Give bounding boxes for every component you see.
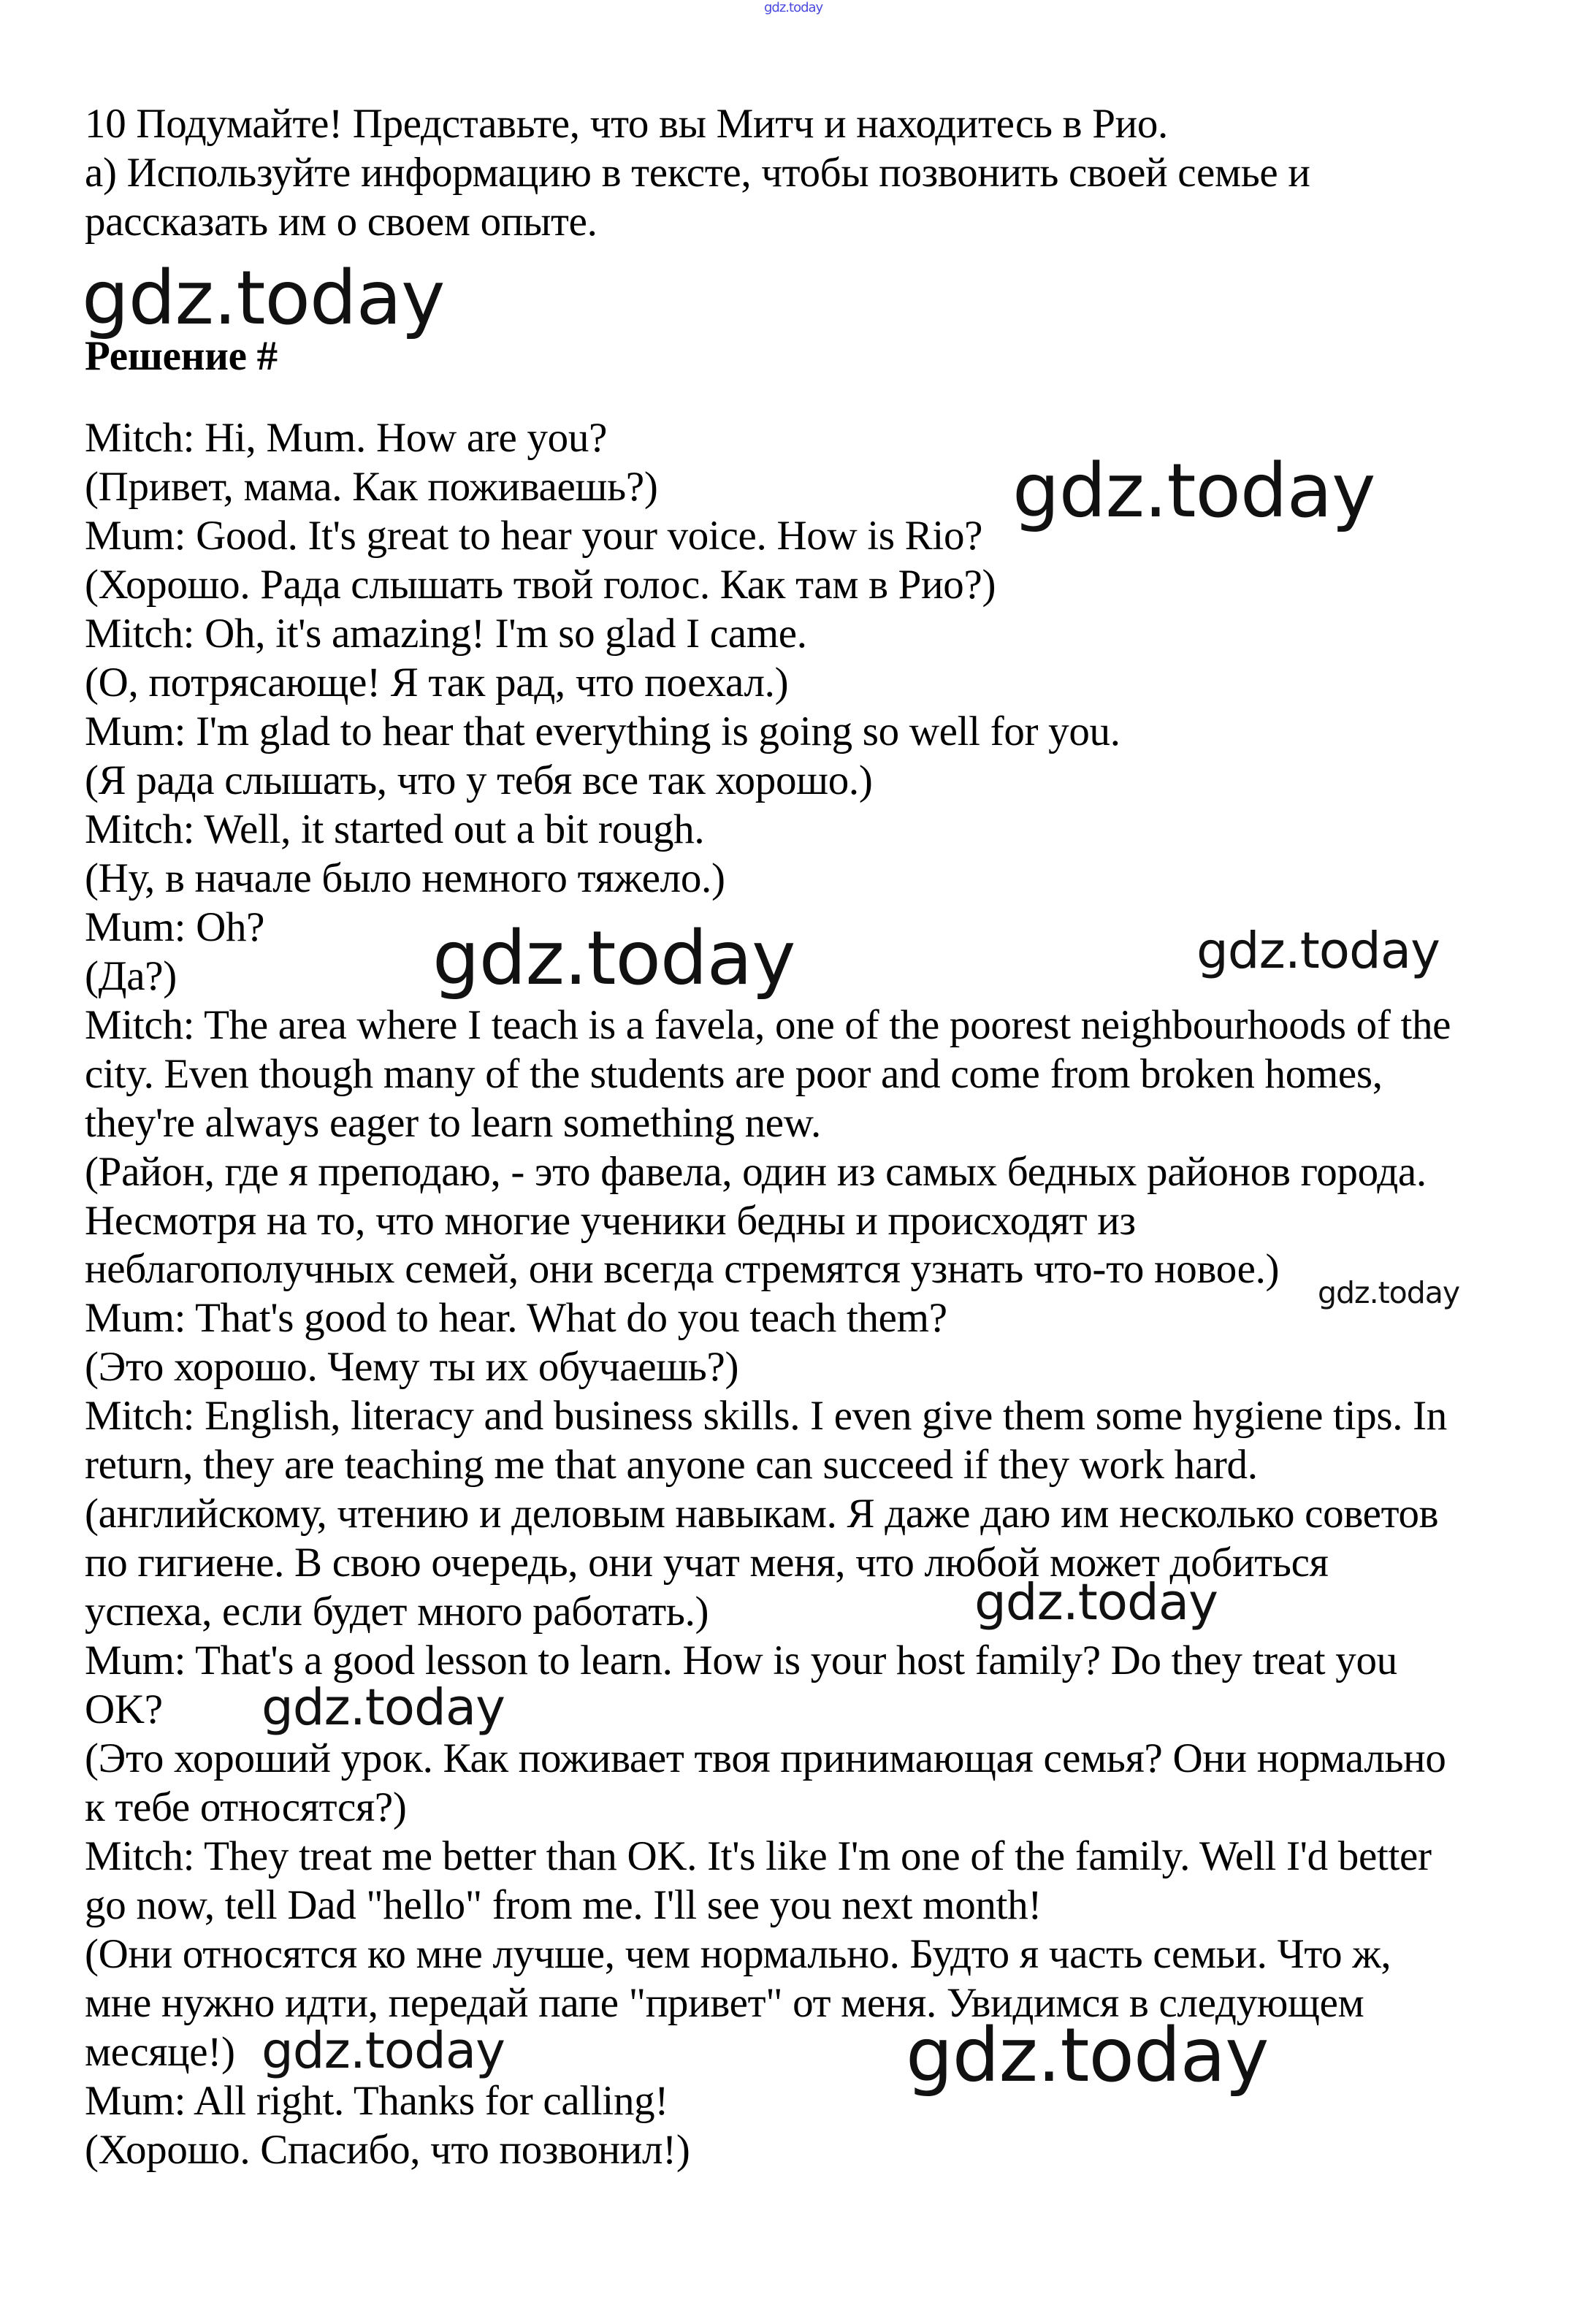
dialogue-line: по гигиене. В свою очередь, они учат меня, что любой может добиться [85, 1540, 1329, 1586]
translation-line: (Ну, в начале было немного тяжело.) [85, 855, 725, 901]
translation-line: (Хорошо. Рада слышать твой голос. Как там в Рио?) [85, 561, 996, 608]
translation-line: (Привет, мама. Как поживаешь?) [85, 463, 658, 510]
translation-line: (английскому, чтению и деловым навыкам. Я даже даю им несколько советов [85, 1491, 1439, 1537]
dialogue-line: неблагополучных семей, они всегда стремятся узнать что-то новое.) [85, 1246, 1280, 1293]
watermark: gdz.today [261, 1678, 505, 1737]
watermark: gdz.today [974, 1573, 1218, 1632]
dialogue-line: Mum: That's good to hear. What do you teach them? [85, 1295, 947, 1342]
watermark: gdz.today [1196, 922, 1440, 980]
translation-line: (Это хороший урок. Как поживает твоя принимающая семья? Они нормально [85, 1735, 1446, 1782]
translation-line: (Я рада слышать, что у тебя все так хорошо.) [85, 757, 873, 803]
dialogue-line: мне нужно идти, передай папе "привет" от меня. Увидимся в следующем [85, 1980, 1364, 2027]
translation-line: (Район, где я преподаю, - это фавела, один из самых бедных районов города. [85, 1148, 1427, 1195]
dialogue-line: Несмотря на то, что многие ученики бедны и происходят из [85, 1197, 1136, 1244]
solution-label: Решение # [85, 333, 278, 379]
dialogue-line: Mitch: Hi, Mum. How are you? [85, 415, 608, 461]
watermark: gdz.today [261, 2022, 505, 2080]
dialogue-line: Mitch: English, literacy and business skills. I even give them some hygiene tips. In [85, 1393, 1447, 1440]
dialogue-line: they're always eager to learn something new. [85, 1099, 821, 1146]
watermark: gdz.today [1318, 1275, 1460, 1310]
dialogue-line: Mitch: The area where I teach is a favela, one of the poorest neighbourhoods of the [85, 1001, 1451, 1048]
dialogue-line: Mum: That's a good lesson to learn. How is your host family? Do they treat you [85, 1637, 1397, 1684]
dialogue-line: Mum: Good. It's great to hear your voice. How is Rio? [85, 512, 983, 559]
dialogue-line: Mum: Oh? [85, 903, 265, 950]
dialogue-line: OK? [85, 1686, 163, 1733]
watermark: gdz.today [764, 0, 823, 15]
translation-line: (Да?) [85, 952, 177, 999]
dialogue-line: Mitch: Well, it started out a bit rough. [85, 806, 705, 852]
dialogue-line: Mum: I'm glad to hear that everything is going so well for you. [85, 708, 1120, 754]
watermark: gdz.today [906, 2012, 1269, 2099]
dialogue-line: go now, tell Dad "hello" from me. I'll see you next month! [85, 1882, 1042, 1929]
dialogue-line: Mum: All right. Thanks for calling! [85, 2077, 669, 2124]
translation-line: (Это хорошо. Чему ты их обучаешь?) [85, 1344, 739, 1391]
translation-line: (Они относятся ко мне лучше, чем нормально. Будто я часть семьи. Что ж, [85, 1931, 1391, 1978]
watermark: gdz.today [432, 915, 795, 1002]
dialogue-line: city. Even though many of the students are poor and come from broken homes, [85, 1050, 1383, 1097]
watermark: gdz.today [1012, 448, 1375, 535]
task-instruction-cont: рассказать им о своем опыте. [85, 199, 597, 245]
watermark: gdz.today [82, 255, 445, 342]
translation-line: (О, потрясающе! Я так рад, что поехал.) [85, 659, 789, 706]
dialogue-line: Mitch: They treat me better than OK. It's like I'm one of the family. Well I'd better [85, 1833, 1432, 1880]
dialogue-line: месяце!) [85, 2029, 235, 2075]
dialogue-line: успеха, если будет много работать.) [85, 1589, 709, 1635]
task-title: 10 Подумайте! Представьте, что вы Митч и находитесь в Рио. [85, 101, 1168, 147]
dialogue-line: Mitch: Oh, it's amazing! I'm so glad I came. [85, 610, 807, 657]
dialogue-line: return, they are teaching me that anyone can succeed if they work hard. [85, 1442, 1258, 1488]
task-instruction: а) Используйте информацию в тексте, чтобы позвонить своей семье и [85, 150, 1310, 196]
translation-line: (Хорошо. Спасибо, что позвонил!) [85, 2126, 690, 2173]
dialogue-line: к тебе относятся?) [85, 1784, 407, 1831]
